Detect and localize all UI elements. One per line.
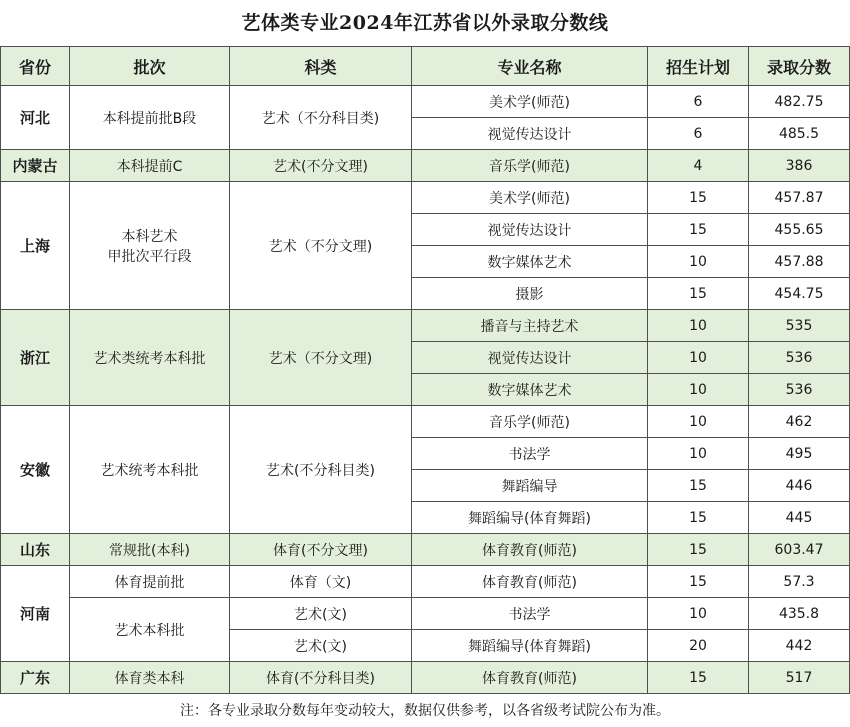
major-cell: 体育教育(师范) (412, 566, 648, 598)
major-cell: 舞蹈编导 (412, 470, 648, 502)
table-row (1, 182, 850, 214)
major-cell: 数字媒体艺术 (412, 246, 648, 278)
header-batch: 批次 (70, 47, 230, 86)
batch-cell (70, 182, 230, 310)
major-cell: 音乐学(师范) (412, 150, 648, 182)
header-score: 录取分数 (749, 47, 850, 86)
table-title: 艺体类专业2024年江苏省以外录取分数线 (241, 12, 609, 34)
province-cell: 广东 (1, 662, 70, 694)
province-cell: 山东 (1, 534, 70, 566)
score-cell: 454.75 (749, 278, 850, 310)
plan-cell: 4 (648, 150, 749, 182)
plan-cell: 15 (648, 662, 749, 694)
major-cell: 书法学 (412, 598, 648, 630)
batch-cell: 体育类本科 (70, 662, 230, 694)
major-cell: 美术学(师范) (412, 86, 648, 118)
major-cell: 视觉传达设计 (412, 118, 648, 150)
plan-cell: 10 (648, 598, 749, 630)
plan-cell: 6 (648, 118, 749, 150)
major-cell: 数字媒体艺术 (412, 374, 648, 406)
score-cell: 457.87 (749, 182, 850, 214)
category-cell: 艺术（不分科目类) (230, 86, 412, 150)
plan-cell: 15 (648, 182, 749, 214)
table-row (1, 406, 850, 438)
plan-cell: 15 (648, 470, 749, 502)
score-cell: 442 (749, 630, 850, 662)
score-cell: 495 (749, 438, 850, 470)
header-plan: 招生计划 (648, 47, 749, 86)
major-cell: 书法学 (412, 438, 648, 470)
major-cell: 舞蹈编导(体育舞蹈) (412, 630, 648, 662)
province-cell: 浙江 (1, 310, 70, 406)
table-row (1, 598, 850, 630)
score-cell: 435.8 (749, 598, 850, 630)
plan-cell: 6 (648, 86, 749, 118)
table-row (1, 534, 850, 566)
batch-line: 本科艺术 (121, 228, 178, 245)
category-cell: 艺术(不分科目类) (230, 406, 412, 534)
plan-cell: 15 (648, 214, 749, 246)
score-cell: 386 (749, 150, 850, 182)
batch-cell: 常规批(本科) (70, 534, 230, 566)
table-row (1, 662, 850, 694)
province-cell: 安徽 (1, 406, 70, 534)
category-cell: 艺术(不分文理) (230, 150, 412, 182)
header-province: 省份 (1, 47, 70, 86)
province-cell: 河北 (1, 86, 70, 150)
major-cell: 摄影 (412, 278, 648, 310)
batch-cell: 体育提前批 (70, 566, 230, 598)
score-cell: 446 (749, 470, 850, 502)
score-cell: 485.5 (749, 118, 850, 150)
plan-cell: 15 (648, 502, 749, 534)
batch-cell: 本科提前批B段 (70, 86, 230, 150)
plan-cell: 10 (648, 374, 749, 406)
score-cell: 57.3 (749, 566, 850, 598)
admission-score-table (0, 46, 850, 694)
category-cell: 体育（文) (230, 566, 412, 598)
category-cell: 艺术(文) (230, 630, 412, 662)
table-header-row (1, 47, 850, 86)
category-cell: 艺术（不分文理) (230, 310, 412, 406)
score-cell: 445 (749, 502, 850, 534)
province-cell: 内蒙古 (1, 150, 70, 182)
score-cell: 603.47 (749, 534, 850, 566)
major-cell: 视觉传达设计 (412, 342, 648, 374)
plan-cell: 15 (648, 566, 749, 598)
plan-cell: 10 (648, 342, 749, 374)
table-row (1, 310, 850, 342)
major-cell: 体育教育(师范) (412, 662, 648, 694)
score-cell: 457.88 (749, 246, 850, 278)
header-category: 科类 (230, 47, 412, 86)
major-cell: 舞蹈编导(体育舞蹈) (412, 502, 648, 534)
score-cell: 535 (749, 310, 850, 342)
plan-cell: 15 (648, 278, 749, 310)
score-cell: 462 (749, 406, 850, 438)
batch-cell: 艺术本科批 (70, 598, 230, 662)
plan-cell: 10 (648, 310, 749, 342)
category-cell: 体育(不分文理) (230, 534, 412, 566)
major-cell: 体育教育(师范) (412, 534, 648, 566)
score-cell: 517 (749, 662, 850, 694)
plan-cell: 10 (648, 246, 749, 278)
category-cell: 艺术(文) (230, 598, 412, 630)
footnote: 注：各专业录取分数每年变动较大，数据仅供参考，以各省级考试院公布为准。 (180, 703, 670, 719)
score-cell: 536 (749, 374, 850, 406)
major-cell: 视觉传达设计 (412, 214, 648, 246)
table-row (1, 86, 850, 118)
batch-cell: 艺术类统考本科批 (70, 310, 230, 406)
major-cell: 播音与主持艺术 (412, 310, 648, 342)
header-major: 专业名称 (412, 47, 648, 86)
province-cell: 上海 (1, 182, 70, 310)
table-row (1, 150, 850, 182)
plan-cell: 20 (648, 630, 749, 662)
table-row (1, 566, 850, 598)
category-cell: 艺术（不分文理) (230, 182, 412, 310)
province-cell: 河南 (1, 566, 70, 662)
plan-cell: 15 (648, 534, 749, 566)
major-cell: 音乐学(师范) (412, 406, 648, 438)
plan-cell: 10 (648, 406, 749, 438)
batch-line: 甲批次平行段 (107, 248, 192, 265)
plan-cell: 10 (648, 438, 749, 470)
score-cell: 482.75 (749, 86, 850, 118)
batch-cell: 本科提前C (70, 150, 230, 182)
major-cell: 美术学(师范) (412, 182, 648, 214)
score-cell: 455.65 (749, 214, 850, 246)
category-cell: 体育(不分科目类) (230, 662, 412, 694)
score-cell: 536 (749, 342, 850, 374)
batch-cell: 艺术统考本科批 (70, 406, 230, 534)
